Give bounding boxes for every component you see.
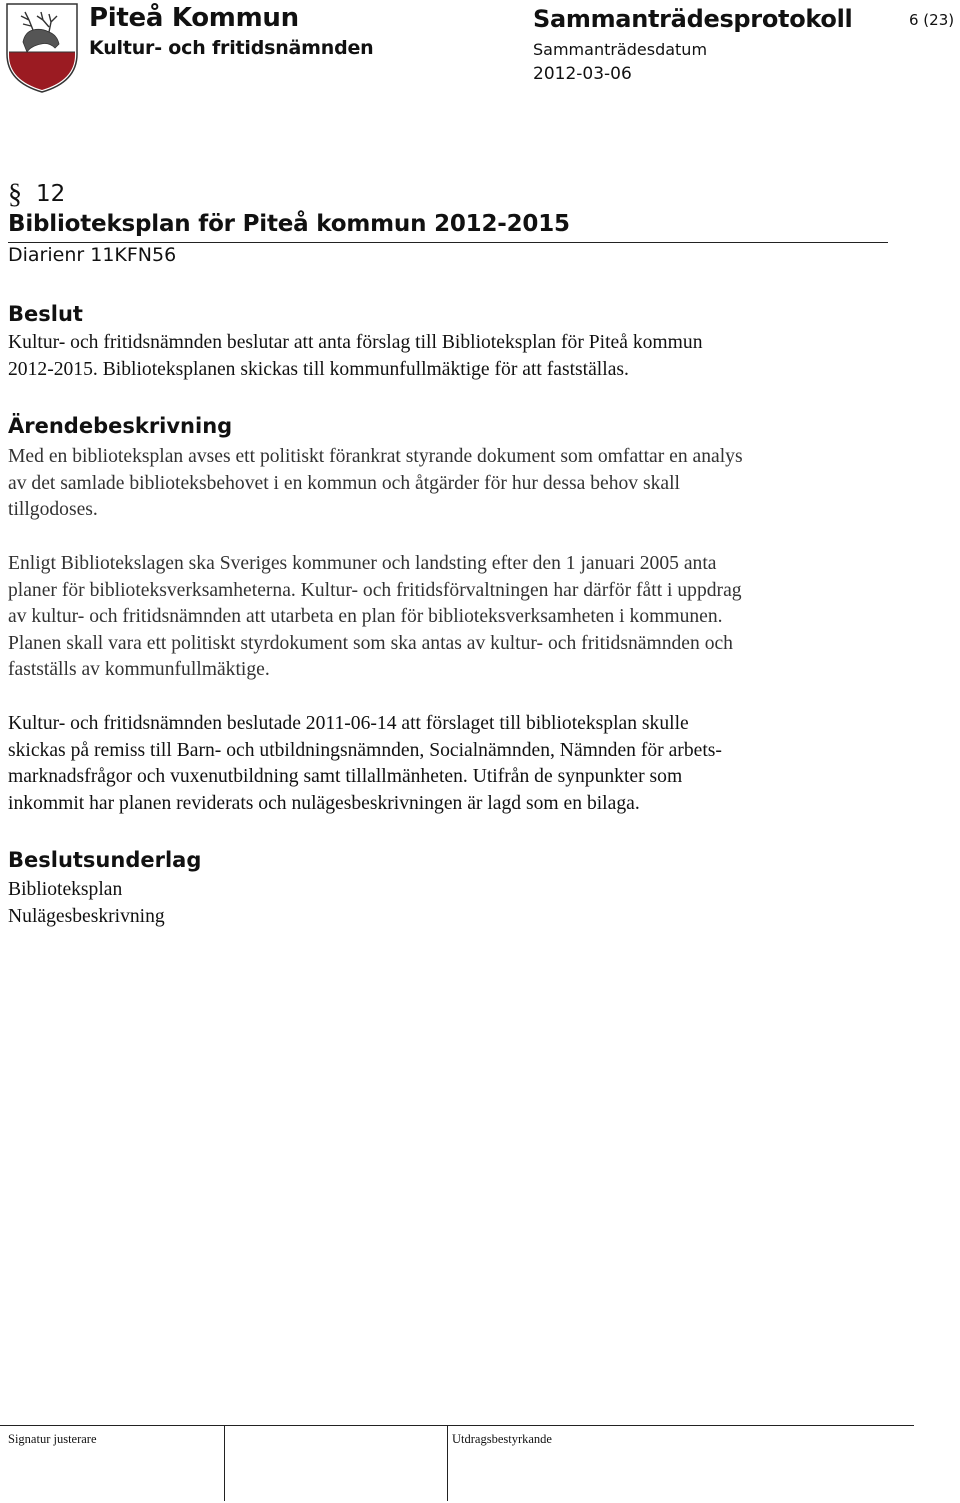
meeting-date-value: 2012-03-06 bbox=[533, 64, 632, 84]
organization-name: Piteå Kommun bbox=[89, 3, 299, 33]
section-number: 12 bbox=[36, 181, 66, 207]
text-line: Enligt Bibliotekslagen ska Sveriges kommuner och landsting efter den 1 januari 2005 anta bbox=[8, 553, 717, 574]
text-line: skickas på remiss till Barn- och utbildningsnämnden, Socialnämnden, Nämnden för arbets- bbox=[8, 739, 722, 761]
extract-certification-label: Utdragsbestyrkande bbox=[452, 1432, 552, 1446]
attachment-item: Biblioteksplan bbox=[8, 879, 123, 900]
section-symbol: § bbox=[8, 179, 22, 210]
meeting-date-label: Sammanträdesdatum bbox=[533, 40, 708, 59]
signature-label: Signatur justerare bbox=[8, 1432, 97, 1446]
text-line: Kultur- och fritidsnämnden beslutade 2011-06-14 att förslaget till biblioteksplan skulle bbox=[8, 713, 689, 734]
attachment-item: Nulägesbeskrivning bbox=[8, 905, 165, 927]
arendebeskrivning-heading: Ärendebeskrivning bbox=[8, 414, 233, 438]
text-line: marknadsfrågor och vuxenutbildning samt tillallmänheten. Utifrån de synpunkter som bbox=[8, 766, 683, 787]
section-title: Biblioteksplan för Piteå kommun 2012-2015 bbox=[8, 211, 570, 237]
arendebeskrivning-paragraph-2 bbox=[8, 551, 903, 684]
text-line: tillgodoses. bbox=[8, 499, 98, 520]
text-line: inkommit har planen reviderats och nulägesbeskrivningen är lagd som en bilaga. bbox=[8, 792, 640, 814]
beslut-paragraph bbox=[8, 330, 903, 383]
diarienr: Diarienr 11KFN56 bbox=[8, 244, 177, 266]
text-line: av det samlade biblioteksbehovet i en kommun och åtgärder för hur dessa behov skall bbox=[8, 472, 680, 494]
text-line: planer för biblioteksverksamheterna. Kultur- och fritidsförvaltningen har därför fått i uppdrag bbox=[8, 579, 742, 601]
footer-rule bbox=[0, 1425, 914, 1426]
footer-divider bbox=[224, 1425, 225, 1501]
page-number: 6 (23) bbox=[909, 11, 955, 29]
beslutsunderlag-heading: Beslutsunderlag bbox=[8, 848, 202, 872]
footer-divider bbox=[447, 1425, 448, 1501]
text-line: fastställs av kommunfullmäktige. bbox=[8, 659, 270, 680]
document-type: Sammanträdesprotokoll bbox=[533, 5, 853, 33]
text-line: Planen skall vara ett politiskt styrdokument som ska antas av kultur- och fritidsnämnden och bbox=[8, 632, 733, 654]
text-line: Med en biblioteksplan avses ett politiskt förankrat styrande dokument som omfattar en analys bbox=[8, 446, 743, 467]
text-line: 2012-2015. Biblioteksplanen skickas till kommunfullmäktige för att fastställas. bbox=[8, 358, 629, 380]
arendebeskrivning-paragraph-3 bbox=[8, 711, 903, 817]
beslutsunderlag-list bbox=[8, 877, 903, 930]
title-rule bbox=[8, 242, 888, 243]
beslut-heading: Beslut bbox=[8, 302, 83, 326]
committee-name: Kultur- och fritidsnämnden bbox=[89, 37, 374, 59]
text-line: av kultur- och fritidsnämnden att utarbeta en plan för biblioteksverksamheten i kommunen. bbox=[8, 606, 723, 627]
pitea-coat-of-arms-logo bbox=[5, 2, 79, 94]
text-line: Kultur- och fritidsnämnden beslutar att anta förslag till Biblioteksplan för Piteå kommun bbox=[8, 332, 703, 353]
arendebeskrivning-paragraph-1 bbox=[8, 444, 903, 524]
